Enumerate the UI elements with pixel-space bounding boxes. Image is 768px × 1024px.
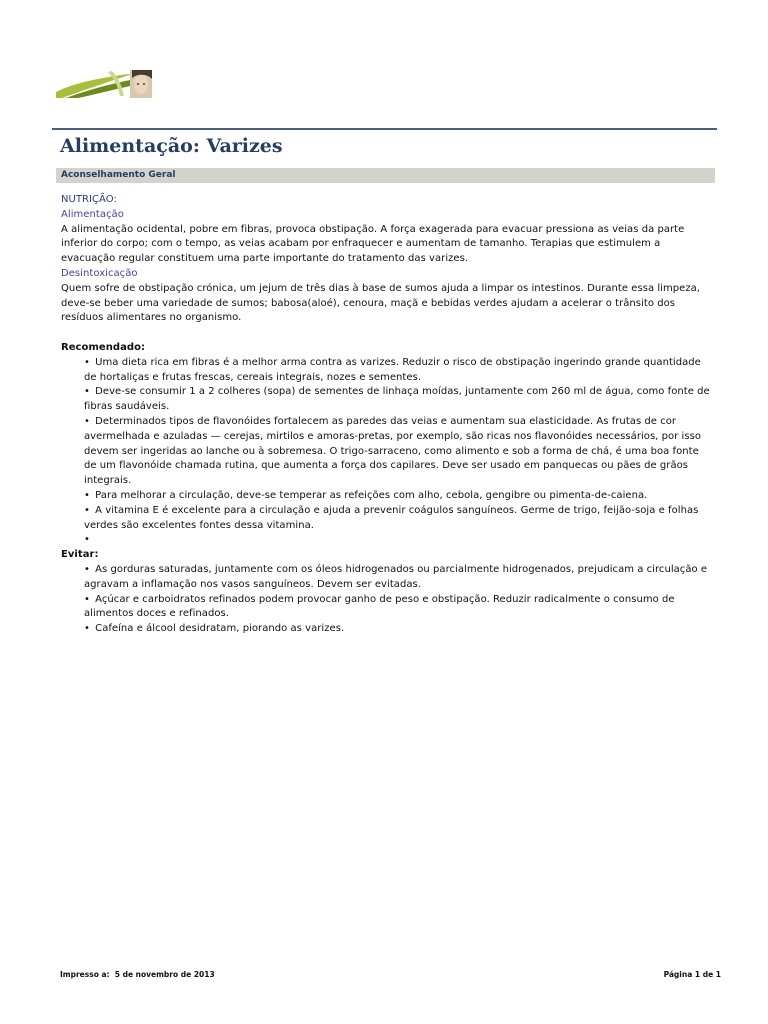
list-item bbox=[84, 563, 713, 593]
avoid-heading: Evitar: bbox=[61, 549, 99, 561]
list-item bbox=[84, 593, 713, 623]
page-title: Alimentação: Varizes bbox=[60, 135, 283, 157]
bullet-icon: • bbox=[84, 356, 90, 368]
bullet-icon: • bbox=[84, 489, 90, 501]
print-date-label: Impresso a: bbox=[60, 970, 110, 979]
list-item bbox=[84, 504, 713, 534]
food-heading: Alimentação bbox=[61, 208, 124, 220]
header-divider bbox=[52, 128, 717, 130]
detox-heading: Desintoxicação bbox=[61, 267, 138, 279]
section-header-label: Aconselhamento Geral bbox=[61, 170, 176, 180]
bullet-icon: • bbox=[84, 563, 90, 575]
list-item bbox=[84, 622, 713, 637]
paragraph-spacer bbox=[61, 326, 713, 341]
list-item-text: Cafeína e álcool desidratam, piorando as varizes. bbox=[95, 623, 345, 635]
list-item-text: Para melhorar a circulação, deve-se temperar as refeições com alho, cebola, gengibre ou pimenta-de-caiena. bbox=[95, 489, 648, 501]
print-date-value: 5 de novembro de 2013 bbox=[114, 970, 215, 979]
recommended-heading: Recomendado: bbox=[61, 341, 146, 353]
footer-print-date bbox=[60, 970, 215, 980]
bullet-icon: • bbox=[84, 534, 90, 546]
list-item-text: As gorduras saturadas, juntamente com os óleos hidrogenados ou parcialmente hidrogenados, prejudicam a circulação e agravam a inflamação nos vasos sanguíneos. Devem ser evitadas. bbox=[84, 563, 708, 590]
bullet-icon: • bbox=[84, 415, 90, 427]
list-item-text: Determinados tipos de flavonóides fortalecem as paredes das veias e aumentam sua elasticidade. As frutas de cor avermelhada e azuladas — cerejas, mirtilos e amoras-pretas, por exemplo, são ricas nos flavonóides necessários, por isso devem ser ingeridas ao lanche ou à sobremesa. O trigo-sarraceno, como alimento e sob a forma de chá, é uma boa fonte de um flavonóide chamada rutina, que aumenta a força dos capilares. Deve ser usado em panquecas ou pães de grãos integrais. bbox=[84, 415, 702, 487]
brand-logo bbox=[56, 70, 152, 98]
list-item bbox=[84, 415, 713, 489]
list-item-text: Uma dieta rica em fibras é a melhor arma contra as varizes. Reduzir o risco de obstipação ingerindo grande quantidade de hortaliças e frutas frescas, cereais integrais, nozes e sementes. bbox=[84, 356, 701, 383]
list-item-text: A vitamina E é excelente para a circulação e ajuda a prevenir coágulos sanguíneos. Germe de trigo, feijão-soja e folhas verdes são excelentes fontes dessa vitamina. bbox=[84, 504, 699, 531]
list-item bbox=[84, 385, 713, 415]
bullet-icon: • bbox=[84, 623, 90, 635]
section-header-bar bbox=[56, 168, 715, 183]
list-item bbox=[84, 489, 713, 504]
footer-page-number: Página 1 de 1 bbox=[663, 970, 721, 979]
bullet-icon: • bbox=[84, 386, 90, 398]
list-item-text: Deve-se consumir 1 a 2 colheres (sopa) de sementes de linhaça moídas, juntamente com 260 ml de água, como fonte de fibras saudáveis. bbox=[84, 386, 710, 413]
list-item-text: Açúcar e carboidratos refinados podem provocar ganho de peso e obstipação. Reduzir radicalmente o consumo de alimentos doces e refinados. bbox=[84, 593, 675, 620]
document-body bbox=[61, 193, 713, 637]
list-item bbox=[84, 356, 713, 386]
bullet-icon: • bbox=[84, 504, 90, 516]
nutrition-heading: NUTRIÇÃO: bbox=[61, 194, 117, 205]
recommended-list bbox=[61, 356, 713, 548]
list-item bbox=[84, 533, 713, 548]
detox-paragraph: Quem sofre de obstipação crónica, um jejum de três dias à base de sumos ajuda a limpar os intestinos. Durante essa limpeza, deve-se beber uma variedade de sumos; babosa(aloé), cenoura, maçã e bebidas verdes ajudam a acelerar o trânsito dos resíduos alimentares no organismo. bbox=[61, 282, 701, 324]
avoid-list bbox=[61, 563, 713, 637]
bullet-icon: • bbox=[84, 593, 90, 605]
food-paragraph: A alimentação ocidental, pobre em fibras, provoca obstipação. A força exagerada para evacuar pressiona as veias da parte inferior do corpo; com o tempo, as veias acabam por enfraquecer e aumentam de tamanho. Terapias que estimulem a evacuação regular constituem uma parte importante do tratamento das varizes. bbox=[61, 223, 685, 265]
brand-logo-graphic bbox=[56, 70, 152, 98]
